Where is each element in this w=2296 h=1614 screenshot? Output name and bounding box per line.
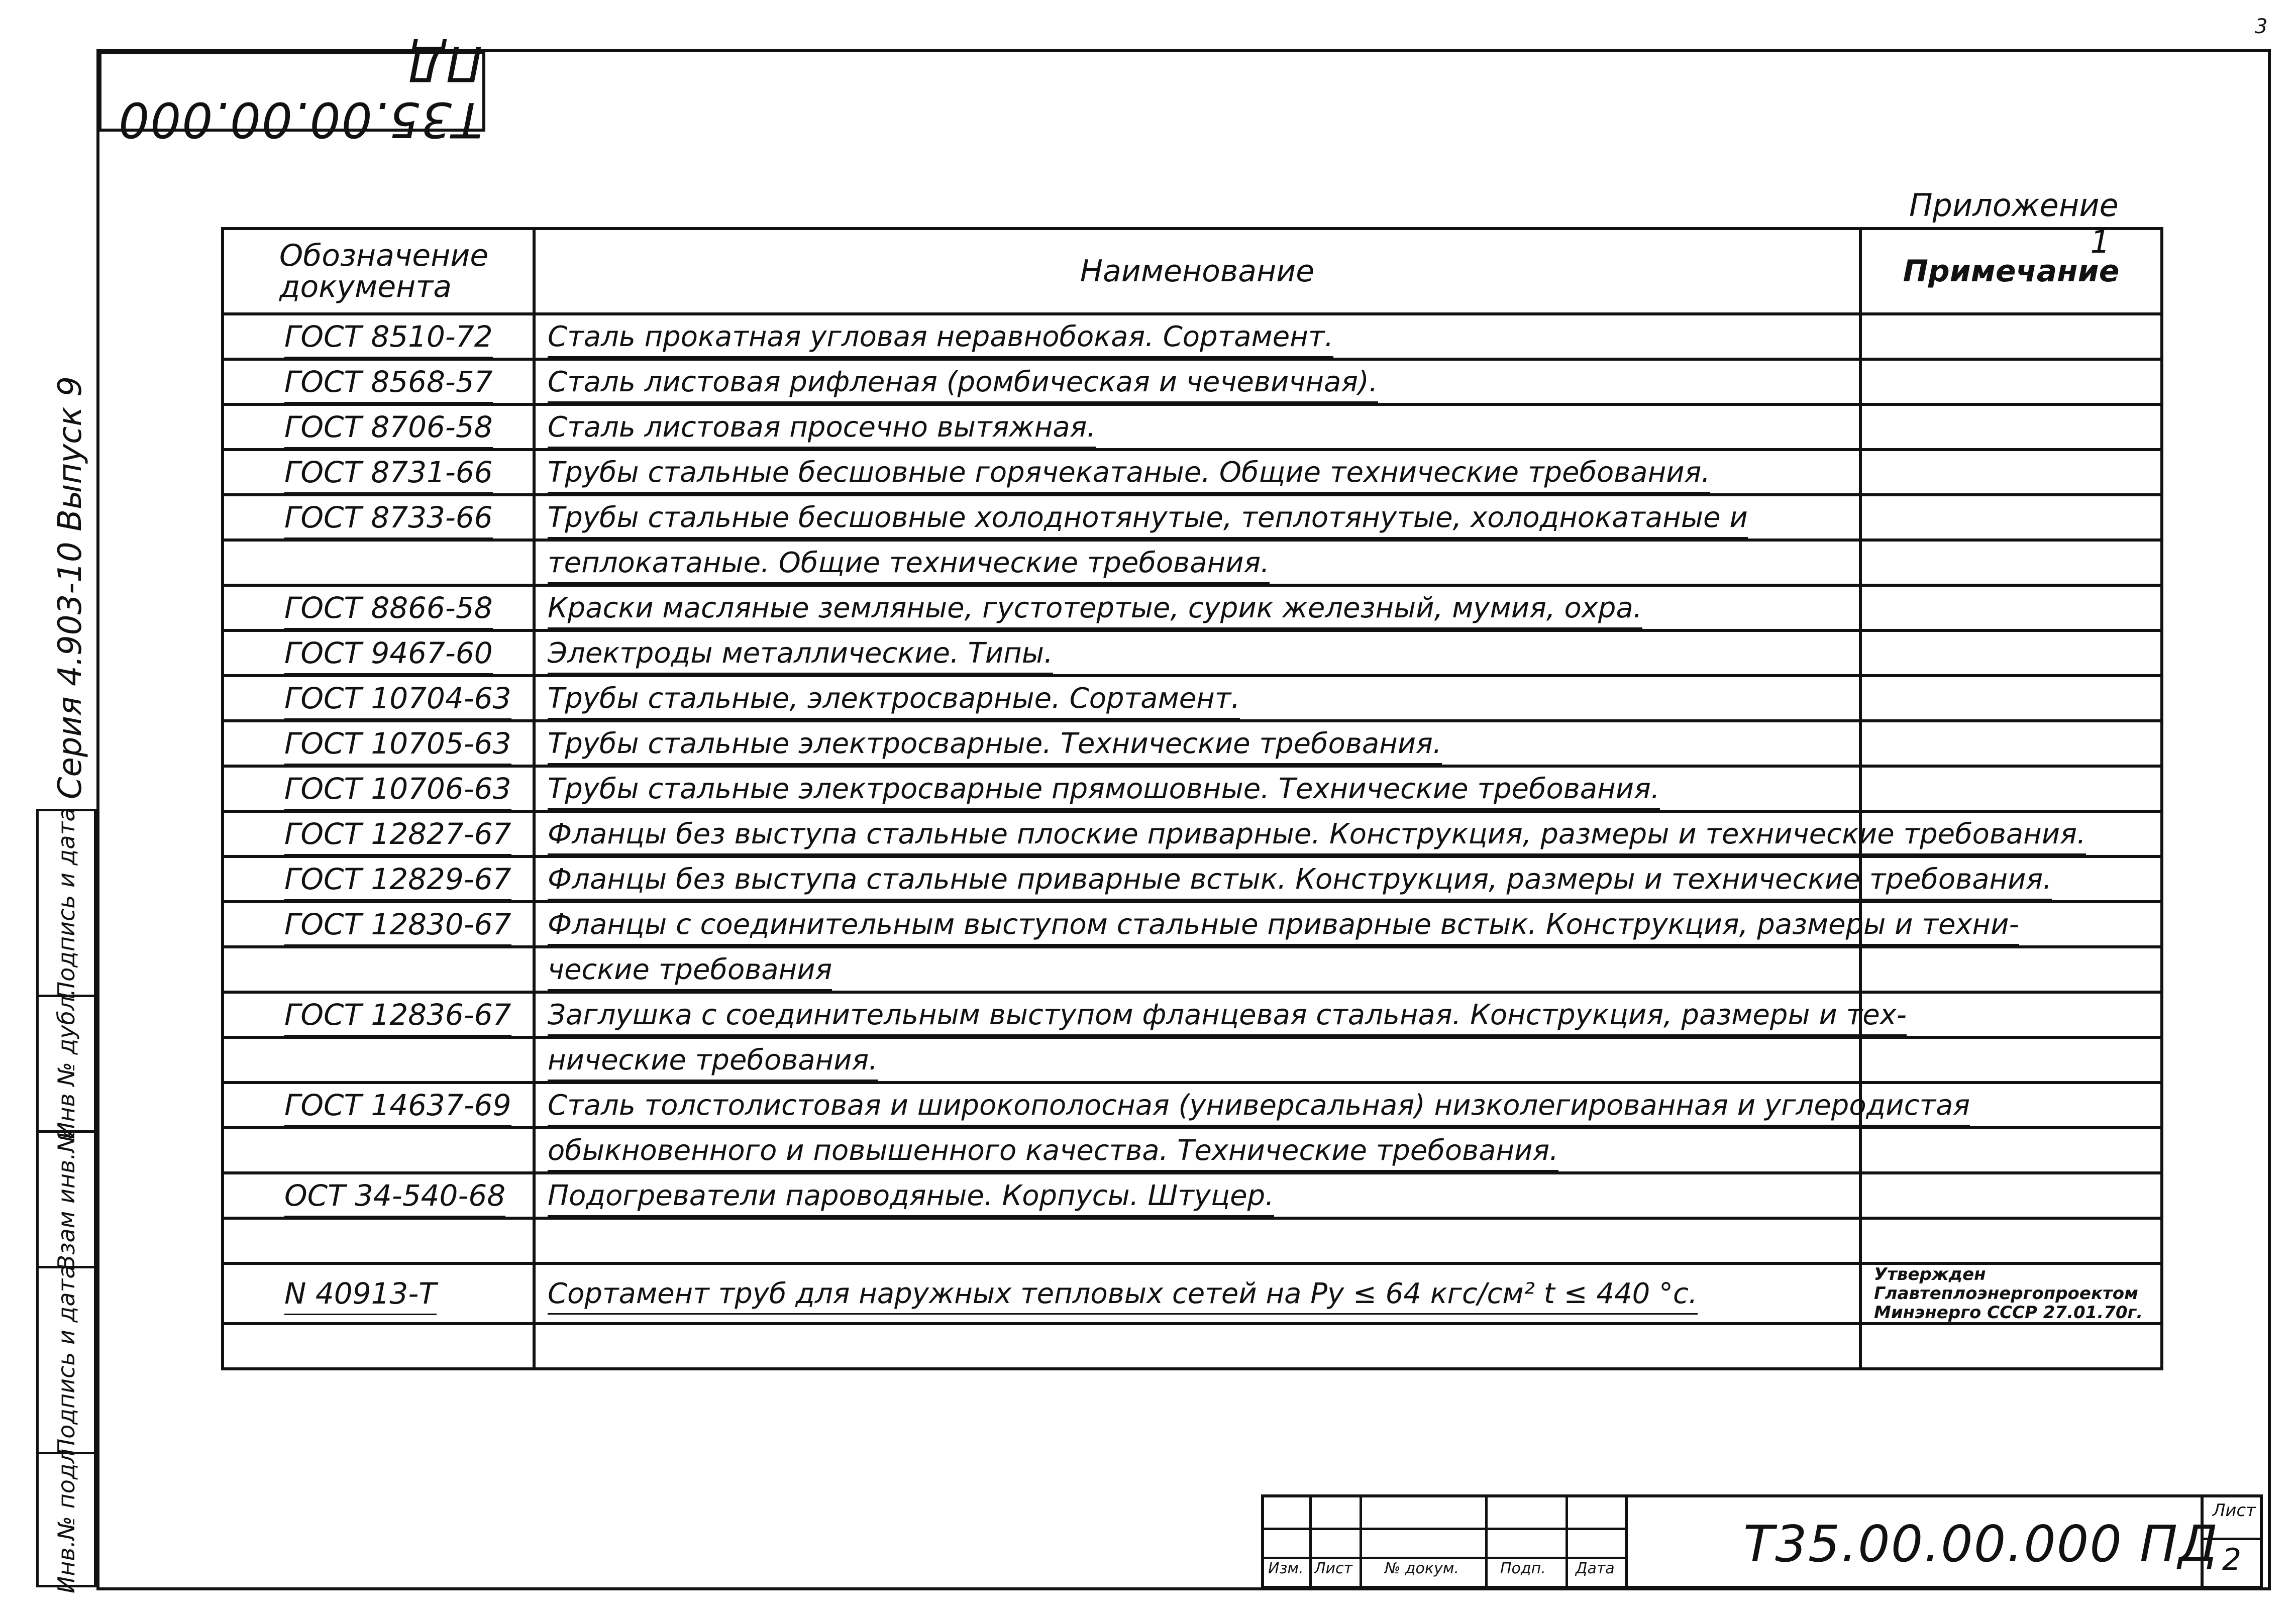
- doc-name-cell: Сталь листовая рифленая (ромбическая и чечевичная).: [534, 359, 1860, 404]
- doc-note-cell: [1860, 359, 2162, 404]
- doc-name-cell: нические требования.: [534, 1037, 1860, 1083]
- appendix-label: Приложение 1: [1909, 187, 2119, 260]
- doc-code-cell: [223, 1324, 534, 1369]
- doc-note-cell: [1860, 766, 2162, 811]
- doc-code-cell: ГОСТ 8731-66: [223, 450, 534, 495]
- doc-code-cell: ГОСТ 12827-67: [223, 811, 534, 856]
- corner-code-stamp: [98, 35, 485, 148]
- doc-note-cell: [1860, 540, 2162, 585]
- doc-name-cell: Фланцы без выступа стальные приварные встык. Конструкция, размеры и технические требования.: [534, 856, 1860, 902]
- reference-documents-table: [221, 227, 2163, 1370]
- table-body: [223, 314, 2162, 1369]
- doc-name-cell: Сталь толстолистовая и широкополосная (универсальная) низколегированная и углеродистая: [534, 1083, 1860, 1128]
- table-row: [223, 450, 2162, 495]
- doc-name-cell: Трубы стальные электросварные. Технические требования.: [534, 721, 1860, 766]
- table-row: [223, 992, 2162, 1037]
- doc-code-cell: ГОСТ 12836-67: [223, 992, 534, 1037]
- doc-code-cell: [223, 947, 534, 992]
- series-side-title-text: Серия 4.903-10 Выпуск 9: [52, 376, 89, 800]
- table-row: [223, 540, 2162, 585]
- table-row: [223, 721, 2162, 766]
- doc-name-cell: обыкновенного и повышенного качества. Технические требования.: [534, 1128, 1860, 1173]
- table-row: [223, 1128, 2162, 1173]
- doc-code-cell: ГОСТ 9467-60: [223, 630, 534, 676]
- header-name: Наименование: [534, 229, 1860, 314]
- doc-code-cell: ГОСТ 10704-63: [223, 676, 534, 721]
- table-row: [223, 947, 2162, 992]
- table-row: [223, 1324, 2162, 1369]
- doc-name-cell: Заглушка с соединительным выступом фланцевая стальная. Конструкция, размеры и тех-: [534, 992, 1860, 1037]
- revision-grid: [1261, 1494, 1628, 1589]
- doc-code-cell: ГОСТ 8866-58: [223, 585, 534, 630]
- strip-cell-signature-date-1: Подпись и дата: [39, 811, 94, 997]
- doc-name-cell: [534, 1324, 1860, 1369]
- table-row: [223, 676, 2162, 721]
- doc-code-cell: [223, 1218, 534, 1263]
- caption-change: Изм.: [1268, 1560, 1304, 1577]
- table-row: [223, 1173, 2162, 1218]
- doc-name-cell: Трубы стальные бесшовные холоднотянутые, теплотянутые, холоднокатаные и: [534, 495, 1860, 540]
- doc-code-cell: ГОСТ 12829-67: [223, 856, 534, 902]
- doc-note-cell: [1860, 585, 2162, 630]
- doc-note-cell: [1860, 1324, 2162, 1369]
- doc-code-cell: [223, 1037, 534, 1083]
- doc-code-cell: ОСТ 34-540-68: [223, 1173, 534, 1218]
- doc-note-cell: [1860, 1218, 2162, 1263]
- doc-name-cell: Трубы стальные электросварные прямошовные. Технические требования.: [534, 766, 1860, 811]
- doc-note-cell: [1860, 721, 2162, 766]
- header-code: Обозначение документа: [223, 229, 534, 314]
- strip-cell-original-inv: Инв.№ подл: [53, 1448, 80, 1593]
- strip-cell-signature-date-2: Подпись и дата: [39, 1268, 94, 1454]
- doc-code-cell: ГОСТ 10705-63: [223, 721, 534, 766]
- frame-right-line: [2268, 49, 2271, 1589]
- doc-name-cell: Трубы стальные бесшовные горячекатаные. Общие технические требования.: [534, 450, 1860, 495]
- sheet-label: Лист: [2212, 1500, 2256, 1521]
- doc-code-cell: [223, 540, 534, 585]
- doc-code-cell: ГОСТ 12830-67: [223, 902, 534, 947]
- doc-name-cell: Электроды металлические. Типы.: [534, 630, 1860, 676]
- doc-name-cell: Краски масляные земляные, густотертые, сурик железный, мумия, охра.: [534, 585, 1860, 630]
- doc-note-cell: [1860, 404, 2162, 450]
- doc-code-cell: ГОСТ 10706-63: [223, 766, 534, 811]
- doc-note-cell: [1860, 495, 2162, 540]
- doc-name-cell: теплокатаные. Общие технические требования.: [534, 540, 1860, 585]
- caption-sheet: Лист: [1314, 1560, 1353, 1577]
- table-row: [223, 856, 2162, 902]
- doc-name-cell: ческие требования: [534, 947, 1860, 992]
- doc-note-cell: [1860, 947, 2162, 992]
- table-row: [223, 404, 2162, 450]
- title-block: [1261, 1494, 2271, 1590]
- series-side-title: [40, 362, 100, 814]
- doc-note-cell: [1860, 1173, 2162, 1218]
- strip-cell-dup-inv: Инв № дубл.: [39, 997, 94, 1133]
- doc-code-cell: ГОСТ 8510-72: [223, 314, 534, 359]
- doc-note-cell: [1860, 676, 2162, 721]
- table-row: [223, 1083, 2162, 1128]
- doc-name-cell: Подогреватели пароводяные. Корпусы. Штуцер.: [534, 1173, 1860, 1218]
- header-note: Примечание: [1860, 229, 2162, 314]
- table-header-row: [223, 229, 2162, 314]
- doc-note-cell: [1860, 1128, 2162, 1173]
- frame-left-line: [96, 49, 99, 1589]
- table-row: [223, 495, 2162, 540]
- table-row: [223, 359, 2162, 404]
- doc-note-cell: Утвержден Главтеплоэнергопроектом Минэнерго СССР 27.01.70г.: [1860, 1263, 2162, 1324]
- doc-note-cell: [1860, 630, 2162, 676]
- strip-cell-replace-inv: Взам инв.№: [39, 1133, 94, 1268]
- doc-code-cell: ГОСТ 14637-69: [223, 1083, 534, 1128]
- doc-code-cell: [223, 1128, 534, 1173]
- document-code: Т35.00.00.000 ПД: [1743, 1515, 2219, 1573]
- doc-name-cell: [534, 1218, 1860, 1263]
- doc-name-cell: Сталь листовая просечно вытяжная.: [534, 404, 1860, 450]
- doc-note-cell: [1860, 314, 2162, 359]
- table-row: [223, 314, 2162, 359]
- doc-name-cell: Сортамент труб для наружных тепловых сетей на Ру ≤ 64 кгс/см² t ≤ 440 °с.: [534, 1263, 1860, 1324]
- table-row: [223, 1263, 2162, 1324]
- doc-code-cell: ГОСТ 8568-57: [223, 359, 534, 404]
- doc-code-cell: ГОСТ 8733-66: [223, 495, 534, 540]
- caption-doc-no: № докум.: [1385, 1560, 1459, 1577]
- caption-date: Дата: [1576, 1560, 1615, 1577]
- corner-mark: 3: [2255, 15, 2268, 38]
- doc-note-cell: [1860, 450, 2162, 495]
- doc-name-cell: Фланцы без выступа стальные плоские приварные. Конструкция, размеры и технические требования.: [534, 811, 1860, 856]
- table-row: [223, 585, 2162, 630]
- doc-code-cell: N 40913-Т: [223, 1263, 534, 1324]
- table-row: [223, 630, 2162, 676]
- corner-code-text: Т35.00.00.000 ПД: [118, 35, 482, 148]
- doc-name-cell: Сталь прокатная угловая неравнобокая. Сортамент.: [534, 314, 1860, 359]
- table-row: [223, 1037, 2162, 1083]
- admin-strip: [36, 807, 96, 1593]
- doc-name-cell: Трубы стальные, электросварные. Сортамент.: [534, 676, 1860, 721]
- doc-note-cell: [1860, 1037, 2162, 1083]
- table-row: [223, 902, 2162, 947]
- doc-name-cell: Фланцы с соединительным выступом стальные приварные встык. Конструкция, размеры и техни-: [534, 902, 1860, 947]
- caption-signature: Подп.: [1500, 1560, 1546, 1577]
- doc-code-cell: ГОСТ 8706-58: [223, 404, 534, 450]
- table-row: [223, 766, 2162, 811]
- table-row: [223, 811, 2162, 856]
- table-row: [223, 1218, 2162, 1263]
- sheet-number: 2: [2204, 1538, 2260, 1577]
- sheet-box: [2201, 1494, 2263, 1589]
